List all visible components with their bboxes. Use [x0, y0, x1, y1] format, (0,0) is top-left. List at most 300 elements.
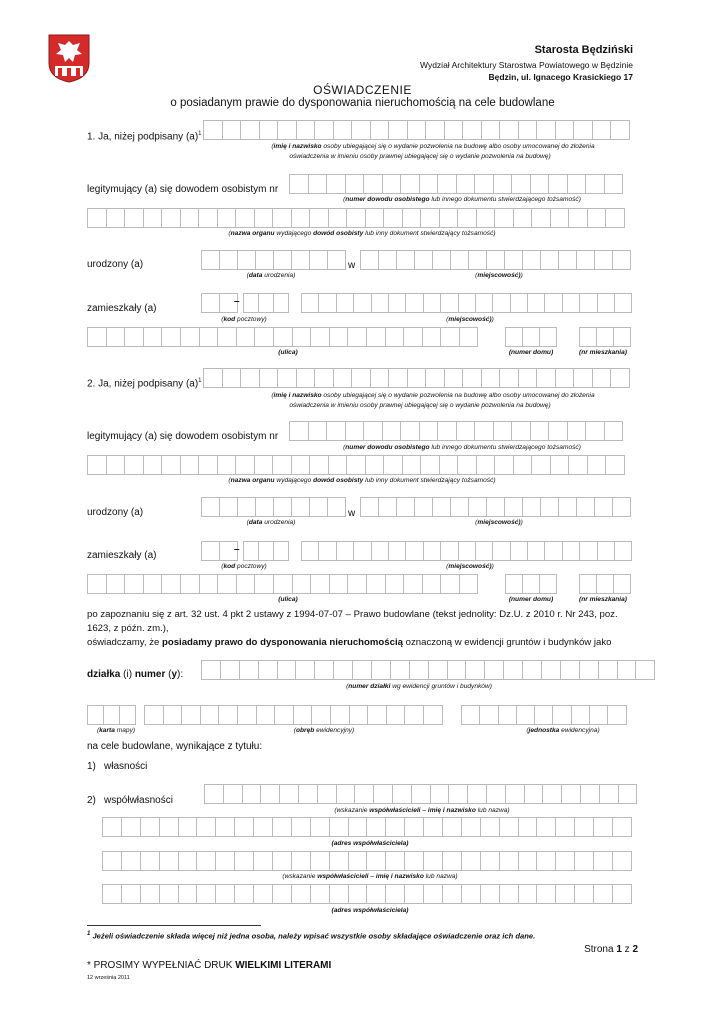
char-box[interactable]: [327, 174, 346, 194]
char-box[interactable]: [615, 293, 632, 313]
char-box[interactable]: [299, 784, 318, 804]
char-box[interactable]: [493, 293, 510, 313]
char-box[interactable]: [302, 293, 319, 313]
char-box[interactable]: [608, 705, 626, 725]
char-box[interactable]: [202, 660, 221, 680]
char-box[interactable]: [386, 851, 405, 871]
char-box[interactable]: [364, 421, 383, 441]
char-box[interactable]: [260, 368, 279, 388]
char-box[interactable]: [202, 250, 220, 270]
char-box[interactable]: [280, 784, 299, 804]
char-box[interactable]: [330, 817, 349, 837]
char-box[interactable]: [334, 660, 353, 680]
char-box[interactable]: [580, 660, 599, 680]
char-box[interactable]: [181, 208, 200, 228]
char-box[interactable]: [241, 120, 260, 140]
char-box[interactable]: [556, 120, 575, 140]
p2-organ-boxes[interactable]: [87, 455, 625, 475]
char-box[interactable]: [448, 660, 467, 680]
char-box[interactable]: [346, 174, 365, 194]
char-box[interactable]: [218, 327, 237, 347]
p1-organ-boxes[interactable]: [87, 208, 625, 228]
char-box[interactable]: [532, 455, 551, 475]
char-box[interactable]: [202, 497, 220, 517]
char-box[interactable]: [125, 208, 144, 228]
char-box[interactable]: [160, 884, 179, 904]
char-box[interactable]: [537, 817, 556, 837]
char-box[interactable]: [355, 784, 374, 804]
char-box[interactable]: [379, 497, 397, 517]
char-box[interactable]: [347, 208, 366, 228]
char-box[interactable]: [309, 174, 328, 194]
char-box[interactable]: [144, 574, 163, 594]
char-box[interactable]: [556, 851, 575, 871]
char-box[interactable]: [274, 293, 289, 313]
char-box[interactable]: [545, 293, 562, 313]
p2-house-boxes[interactable]: [505, 574, 557, 594]
char-box[interactable]: [595, 250, 613, 270]
char-box[interactable]: [586, 174, 605, 194]
char-box[interactable]: [220, 497, 238, 517]
char-box[interactable]: [460, 574, 479, 594]
char-box[interactable]: [141, 817, 160, 837]
char-box[interactable]: [164, 705, 183, 725]
char-box[interactable]: [481, 884, 500, 904]
char-box[interactable]: [577, 497, 595, 517]
char-box[interactable]: [408, 120, 427, 140]
char-box[interactable]: [296, 660, 315, 680]
char-box[interactable]: [469, 250, 487, 270]
char-box[interactable]: [88, 705, 104, 725]
char-box[interactable]: [505, 250, 523, 270]
char-box[interactable]: [636, 660, 655, 680]
char-box[interactable]: [523, 250, 541, 270]
char-box[interactable]: [495, 208, 514, 228]
char-box[interactable]: [361, 497, 379, 517]
char-box[interactable]: [372, 541, 389, 561]
char-box[interactable]: [556, 368, 575, 388]
char-box[interactable]: [569, 208, 588, 228]
char-box[interactable]: [122, 817, 141, 837]
char-box[interactable]: [334, 120, 353, 140]
char-box[interactable]: [460, 327, 479, 347]
unit-boxes[interactable]: [461, 705, 627, 725]
char-box[interactable]: [525, 784, 544, 804]
char-box[interactable]: [179, 884, 198, 904]
char-box[interactable]: [458, 455, 477, 475]
char-box[interactable]: [292, 851, 311, 871]
char-box[interactable]: [367, 574, 386, 594]
p1-city-boxes[interactable]: [301, 293, 632, 313]
char-box[interactable]: [500, 817, 519, 837]
char-box[interactable]: [511, 541, 528, 561]
char-box[interactable]: [528, 541, 545, 561]
char-box[interactable]: [500, 368, 519, 388]
char-box[interactable]: [611, 368, 630, 388]
char-box[interactable]: [605, 174, 624, 194]
char-box[interactable]: [88, 455, 107, 475]
char-box[interactable]: [349, 851, 368, 871]
char-box[interactable]: [346, 421, 365, 441]
char-box[interactable]: [593, 368, 612, 388]
char-box[interactable]: [588, 208, 607, 228]
char-box[interactable]: [519, 368, 538, 388]
char-box[interactable]: [424, 851, 443, 871]
char-box[interactable]: [391, 660, 410, 680]
char-box[interactable]: [588, 455, 607, 475]
char-box[interactable]: [144, 455, 163, 475]
char-box[interactable]: [372, 660, 391, 680]
char-box[interactable]: [556, 817, 575, 837]
p2-postal-b-boxes[interactable]: [243, 541, 289, 561]
char-box[interactable]: [259, 660, 278, 680]
char-box[interactable]: [259, 541, 274, 561]
char-box[interactable]: [606, 208, 625, 228]
char-box[interactable]: [611, 120, 630, 140]
char-box[interactable]: [311, 817, 330, 837]
char-box[interactable]: [580, 541, 597, 561]
char-box[interactable]: [517, 705, 535, 725]
char-box[interactable]: [468, 784, 487, 804]
char-box[interactable]: [337, 784, 356, 804]
char-box[interactable]: [122, 851, 141, 871]
char-box[interactable]: [107, 455, 126, 475]
char-box[interactable]: [613, 851, 632, 871]
char-box[interactable]: [292, 455, 311, 475]
char-box[interactable]: [293, 574, 312, 594]
char-box[interactable]: [523, 327, 540, 347]
char-box[interactable]: [361, 250, 379, 270]
char-box[interactable]: [462, 705, 480, 725]
char-box[interactable]: [545, 541, 562, 561]
char-box[interactable]: [594, 851, 613, 871]
char-box[interactable]: [387, 705, 406, 725]
char-box[interactable]: [519, 884, 538, 904]
char-box[interactable]: [485, 660, 504, 680]
char-box[interactable]: [424, 293, 441, 313]
char-box[interactable]: [614, 327, 631, 347]
char-box[interactable]: [482, 368, 501, 388]
char-box[interactable]: [514, 455, 533, 475]
char-box[interactable]: [125, 455, 144, 475]
char-box[interactable]: [531, 421, 550, 441]
char-box[interactable]: [297, 120, 316, 140]
char-box[interactable]: [523, 497, 541, 517]
char-box[interactable]: [599, 660, 618, 680]
char-box[interactable]: [354, 541, 371, 561]
char-box[interactable]: [421, 455, 440, 475]
char-box[interactable]: [334, 368, 353, 388]
char-box[interactable]: [389, 368, 408, 388]
char-box[interactable]: [406, 293, 423, 313]
map-sheet-boxes[interactable]: [87, 705, 136, 725]
char-box[interactable]: [511, 293, 528, 313]
char-box[interactable]: [606, 455, 625, 475]
char-box[interactable]: [104, 705, 120, 725]
char-box[interactable]: [274, 497, 292, 517]
char-box[interactable]: [451, 497, 469, 517]
char-box[interactable]: [559, 497, 577, 517]
char-box[interactable]: [353, 660, 372, 680]
char-box[interactable]: [319, 293, 336, 313]
char-box[interactable]: [443, 851, 462, 871]
char-box[interactable]: [420, 421, 439, 441]
char-box[interactable]: [240, 660, 259, 680]
char-box[interactable]: [238, 250, 256, 270]
p1-flat-boxes[interactable]: [579, 327, 631, 347]
char-box[interactable]: [443, 817, 462, 837]
char-box[interactable]: [580, 327, 597, 347]
char-box[interactable]: [594, 817, 613, 837]
char-box[interactable]: [528, 293, 545, 313]
char-box[interactable]: [218, 574, 237, 594]
coowner1-name-boxes[interactable]: [204, 784, 637, 804]
char-box[interactable]: [586, 421, 605, 441]
char-box[interactable]: [254, 851, 273, 871]
char-box[interactable]: [597, 574, 614, 594]
char-box[interactable]: [519, 817, 538, 837]
char-box[interactable]: [257, 705, 276, 725]
char-box[interactable]: [383, 421, 402, 441]
char-box[interactable]: [315, 120, 334, 140]
char-box[interactable]: [293, 327, 312, 347]
char-box[interactable]: [559, 250, 577, 270]
char-box[interactable]: [292, 884, 311, 904]
char-box[interactable]: [462, 817, 481, 837]
char-box[interactable]: [330, 884, 349, 904]
char-box[interactable]: [220, 250, 238, 270]
char-box[interactable]: [179, 851, 198, 871]
char-box[interactable]: [236, 208, 255, 228]
char-box[interactable]: [218, 208, 237, 228]
char-box[interactable]: [367, 817, 386, 837]
char-box[interactable]: [125, 574, 144, 594]
char-box[interactable]: [290, 174, 309, 194]
char-box[interactable]: [290, 421, 309, 441]
char-box[interactable]: [223, 368, 242, 388]
char-box[interactable]: [405, 851, 424, 871]
char-box[interactable]: [386, 884, 405, 904]
char-box[interactable]: [302, 541, 319, 561]
char-box[interactable]: [600, 784, 619, 804]
coowner1-address-boxes[interactable]: [102, 817, 632, 837]
char-box[interactable]: [350, 705, 369, 725]
p1-birthdate-boxes[interactable]: [201, 250, 346, 270]
char-box[interactable]: [415, 497, 433, 517]
char-box[interactable]: [292, 250, 310, 270]
char-box[interactable]: [424, 817, 443, 837]
char-box[interactable]: [466, 660, 485, 680]
char-box[interactable]: [459, 293, 476, 313]
char-box[interactable]: [476, 293, 493, 313]
char-box[interactable]: [200, 574, 219, 594]
char-box[interactable]: [615, 541, 632, 561]
char-box[interactable]: [204, 368, 223, 388]
char-box[interactable]: [273, 455, 292, 475]
char-box[interactable]: [103, 884, 122, 904]
char-box[interactable]: [551, 208, 570, 228]
char-box[interactable]: [181, 327, 200, 347]
p1-birthplace-boxes[interactable]: [360, 250, 631, 270]
char-box[interactable]: [386, 327, 405, 347]
char-box[interactable]: [273, 884, 292, 904]
char-box[interactable]: [595, 497, 613, 517]
char-box[interactable]: [273, 817, 292, 837]
char-box[interactable]: [505, 497, 523, 517]
char-box[interactable]: [477, 208, 496, 228]
char-box[interactable]: [598, 541, 615, 561]
char-box[interactable]: [309, 421, 328, 441]
char-box[interactable]: [348, 574, 367, 594]
char-box[interactable]: [475, 421, 494, 441]
char-box[interactable]: [500, 851, 519, 871]
char-box[interactable]: [310, 208, 329, 228]
char-box[interactable]: [278, 660, 297, 680]
char-box[interactable]: [330, 327, 349, 347]
char-box[interactable]: [255, 455, 274, 475]
char-box[interactable]: [424, 705, 443, 725]
char-box[interactable]: [549, 421, 568, 441]
char-box[interactable]: [440, 455, 459, 475]
char-box[interactable]: [224, 784, 243, 804]
char-box[interactable]: [367, 851, 386, 871]
char-box[interactable]: [393, 784, 412, 804]
char-box[interactable]: [443, 884, 462, 904]
char-box[interactable]: [275, 705, 294, 725]
p1-postal-a-boxes[interactable]: [201, 293, 238, 313]
p2-flat-boxes[interactable]: [579, 574, 631, 594]
char-box[interactable]: [475, 174, 494, 194]
char-box[interactable]: [405, 705, 424, 725]
char-box[interactable]: [352, 120, 371, 140]
p2-name-boxes[interactable]: [203, 368, 630, 388]
char-box[interactable]: [441, 574, 460, 594]
char-box[interactable]: [216, 884, 235, 904]
char-box[interactable]: [462, 884, 481, 904]
char-box[interactable]: [431, 784, 450, 804]
char-box[interactable]: [349, 817, 368, 837]
char-box[interactable]: [103, 817, 122, 837]
char-box[interactable]: [88, 327, 107, 347]
char-box[interactable]: [260, 120, 279, 140]
coowner2-name-boxes[interactable]: [102, 851, 632, 871]
char-box[interactable]: [160, 851, 179, 871]
char-box[interactable]: [541, 250, 559, 270]
char-box[interactable]: [523, 660, 542, 680]
char-box[interactable]: [401, 174, 420, 194]
char-box[interactable]: [144, 327, 163, 347]
char-box[interactable]: [292, 497, 310, 517]
char-box[interactable]: [88, 208, 107, 228]
char-box[interactable]: [389, 120, 408, 140]
char-box[interactable]: [354, 293, 371, 313]
char-box[interactable]: [162, 455, 181, 475]
char-box[interactable]: [445, 368, 464, 388]
char-box[interactable]: [310, 497, 328, 517]
char-box[interactable]: [477, 455, 496, 475]
char-box[interactable]: [504, 660, 523, 680]
char-box[interactable]: [593, 120, 612, 140]
char-box[interactable]: [618, 660, 637, 680]
char-box[interactable]: [199, 208, 218, 228]
char-box[interactable]: [519, 851, 538, 871]
char-box[interactable]: [575, 884, 594, 904]
char-box[interactable]: [162, 208, 181, 228]
char-box[interactable]: [563, 541, 580, 561]
char-box[interactable]: [236, 455, 255, 475]
char-box[interactable]: [197, 884, 216, 904]
char-box[interactable]: [568, 174, 587, 194]
char-box[interactable]: [397, 497, 415, 517]
char-box[interactable]: [255, 208, 274, 228]
char-box[interactable]: [580, 574, 597, 594]
char-box[interactable]: [218, 455, 237, 475]
char-box[interactable]: [537, 368, 556, 388]
char-box[interactable]: [506, 784, 525, 804]
char-box[interactable]: [440, 208, 459, 228]
char-box[interactable]: [256, 497, 274, 517]
char-box[interactable]: [294, 705, 313, 725]
char-box[interactable]: [487, 250, 505, 270]
char-box[interactable]: [561, 660, 580, 680]
char-box[interactable]: [389, 541, 406, 561]
char-box[interactable]: [141, 884, 160, 904]
char-box[interactable]: [311, 327, 330, 347]
char-box[interactable]: [535, 705, 553, 725]
p2-street-boxes[interactable]: [87, 574, 478, 594]
char-box[interactable]: [312, 705, 331, 725]
char-box[interactable]: [274, 541, 289, 561]
char-box[interactable]: [292, 817, 311, 837]
char-box[interactable]: [506, 574, 523, 594]
char-box[interactable]: [523, 574, 540, 594]
char-box[interactable]: [244, 541, 259, 561]
p1-id-boxes[interactable]: [289, 174, 623, 194]
char-box[interactable]: [575, 817, 594, 837]
char-box[interactable]: [441, 293, 458, 313]
char-box[interactable]: [423, 574, 442, 594]
char-box[interactable]: [202, 541, 220, 561]
char-box[interactable]: [556, 884, 575, 904]
char-box[interactable]: [383, 174, 402, 194]
char-box[interactable]: [499, 705, 517, 725]
char-box[interactable]: [537, 884, 556, 904]
char-box[interactable]: [537, 120, 556, 140]
char-box[interactable]: [594, 884, 613, 904]
char-box[interactable]: [415, 250, 433, 270]
char-box[interactable]: [352, 368, 371, 388]
char-box[interactable]: [459, 541, 476, 561]
char-box[interactable]: [598, 293, 615, 313]
char-box[interactable]: [278, 120, 297, 140]
char-box[interactable]: [401, 421, 420, 441]
char-box[interactable]: [205, 784, 224, 804]
char-box[interactable]: [274, 327, 293, 347]
char-box[interactable]: [405, 884, 424, 904]
char-box[interactable]: [480, 705, 498, 725]
char-box[interactable]: [541, 497, 559, 517]
char-box[interactable]: [590, 705, 608, 725]
char-box[interactable]: [580, 293, 597, 313]
char-box[interactable]: [221, 660, 240, 680]
char-box[interactable]: [330, 851, 349, 871]
char-box[interactable]: [216, 851, 235, 871]
char-box[interactable]: [476, 541, 493, 561]
char-box[interactable]: [238, 497, 256, 517]
char-box[interactable]: [216, 817, 235, 837]
p1-street-boxes[interactable]: [87, 327, 478, 347]
char-box[interactable]: [366, 208, 385, 228]
